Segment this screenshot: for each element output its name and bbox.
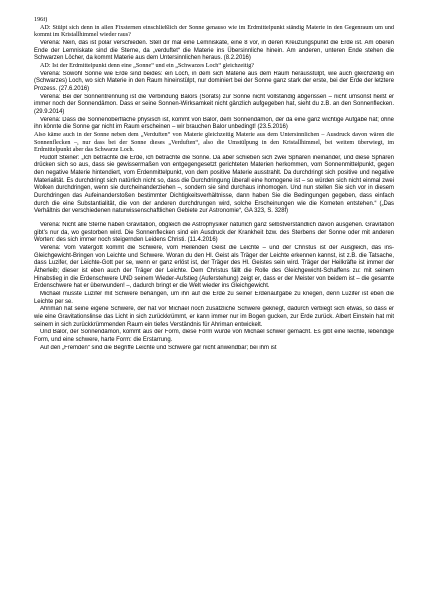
paragraph: Verena: Vom Vatergott kommt die Schwere, vom Heilenden Geist die Leichte – und der Christus ist der Ausgleich, das ins-Gleichgewicht-Bringen von Leichte und Schwere. Woran du den Hl. Geist als Träger der Leichte erkennen kannst, ist z.B. die Tatsache, dass Luzifer, der Leichte-Gott per se, wenn er ganz erlöst ist, der Träger des Hl. Geistes sein wird. Träger der Heilkräfte ist immer der Ätherleib; dieser ist eben auch der Träger der Leichte. Dem Christus fällt die Rolle des Gleichgewicht-Schaffens zu: mit seinem Hinabstieg in die Erdenschwere UND seinem Wieder-Aufstieg (Auferstehung) zeigt er, dass er der Meister von beidem ist – die gesamte Erdenschwere hat er überwunden! –, dadurch bringt er die Welt wieder ins Gleichgewicht. xyxy=(34,245,394,290)
paragraph: Michael musste Luzifer mit Schwere behängen, um ihn auf die Erde zu seiner Erdenaufgabe zu kriegen, denn Luzifer ist eben die Leichte per se. xyxy=(34,290,394,305)
paragraph: AD: Ist der Erdmittelpunkt denn eine „Sonne“ und ein „Schwarzes Loch“ gleichzeitig? xyxy=(40,62,254,69)
text-column xyxy=(34,17,394,352)
paragraph: Verena: Nicht alle Sterne haben Gravitation, obgleich die Astrophysiker natürlich ganz selbstverständlich davon ausgehen. Gravitation gibt’s nur da, wo gestorben wird. Die Sonnenflecken sind ein Ausdruck der Krankheit bzw. des Sterbens der Sonne oder mit anderen Worten: des sich immer noch steigernden Leidens Christi. (11.4.2016) xyxy=(34,222,394,244)
paragraph: Also käme auch in der Sonne neben dem „Verduften“ von Materie gleichzeitig Materie aus dem Untersinnlichen – Ausdruck davon wären die Sonnenflecken –, nur dass bei der Sonne dieses „Verduften“, also die Umstülpung in den Kristallhimmel, bei weitem überwiegt, im Erdmittelpunkt aber das Schwarze Loch. xyxy=(34,131,394,154)
paragraph: Verena: Sowohl Sonne wie Erde sind beides: ein Loch, in dem sich Materie aus dem Raum herausstülpt, wie auch gleichzeitig ein (Schwarzes) Loch, wo sich Materie in den Raum hineinstülpt, nur dominiert bei der Sonne ganz stark der erste, bei der Erde der letztere Prozess. (27.6.2016) xyxy=(34,70,394,92)
paragraph: Und Balor, der Sonnendämon, kommt aus der Form, diese Form wurde von Michael schwer gemacht. Es gibt eine leichte, lebendige Form, und eine schwere, harte Form: die Erstarrung. xyxy=(34,329,394,343)
paragraph: Verena: Dass die Sonnenoberfläche physisch ist, kommt von Balor, dem Sonnendämon, der da eine ganz wichtige Aufgabe hat; ohne ihn könnte die Sonne gar nicht im Raum erscheinen – wir brauchen Balor unbedingt! (23.5.2016) xyxy=(34,116,394,131)
paragraph: Rudolf Steiner: „Ich betrachte die Erde, ich betrachte die Sonne. Da aber schieben sich zwei Sphären ineinander, und diese Sphären drücken sich so aus, dass sie gewissermaßen von entgegengesetzt gerichteten Materien herkommen, vom Sonnenmittelpunkt, gegen den negative Materie hintendiert, vom Erdenmittelpunkt, von dem positive Materie ausstrahlt. Da durchdringt sich positive und negative Materialität. Es durchdringt sich natürlich nicht so, dass die Durchdringung überall eine homogene ist – so würden sich nicht einmal zwei Wolken durchdringen, wenn sie durcheinanderziehen –, sondern sie sind durchaus inhomogen. Und nun stellen Sie sich vor in diesem Durchdringen das Aufeinanderstoßen bestimmter Dichtigkeitsverhältnisse, dann haben Sie die Bedingungen gegeben, dass einfach durch die eine Substantialität, die von der anderen durchdrungen wird, solche Erscheinungen wie die Kometen entstehen.“ („Das Verhältnis der verschiedenen naturwissenschaftlichen Gebiete zur Astronomie“, GA 323, S. 328f) xyxy=(34,154,394,215)
paragraph: AD: Stülpt sich denn in allen Fixsternen einschließlich der Sonne genauso wie im Erdmittelpunkt ständig Materie in den Gegenraum um und kommt im Kristallhimmel wieder raus? xyxy=(34,24,394,39)
paragraph: Auf den „Fremden“ sind die Begriffe Leichte und Schwere gar nicht anwendbar; bei ihm ist xyxy=(40,344,277,351)
paragraph: Verena: Nein, das ist polar verschieden. Stell dir mal eine Lemniskate, eine 8 vor, in deren Kreuzungspunkt die Erde ist. Am oberen Ende der Lemniskate sind die Sterne, da „verduftet“ die Materie ins Übersinnliche hinein. Am anderen, unteren Ende stehen die Schwarzen Löcher, da kommt Materie aus dem Untersinnlichen heraus. (8.2.2016) xyxy=(34,39,394,62)
paragraph: Ahriman hat seine eigene Schwere, der hat vor Michael noch zusätzliche Schwere gekriegt, dadurch verbiegt sich etwas, so dass er wie eine Gravitationslinse das Licht in sich zurückkrümmt, er kann immer nur im Bogen gucken, zur Erde zurück. Albert Einstein hat mit seinem in sich zurückkrümmenden Raum ein tiefes Verständnis für Ahriman entwickelt. xyxy=(34,306,394,328)
paragraph: Verena: Bei der Sonnentrennung ist die Verbindung Balors (Sorats) zur Sonne nicht vollständig abgerissen – nicht umsonst heißt er immer noch der Sonnendämon. Dass er seine Sonnen-Wirksamkeit nicht gänzlich aufgegeben hat, sieht du z.B. an den Sonnenflecken. (29.9.2014) xyxy=(34,93,394,115)
paragraph-list xyxy=(34,25,394,353)
page-reference: 196f) xyxy=(34,17,48,23)
